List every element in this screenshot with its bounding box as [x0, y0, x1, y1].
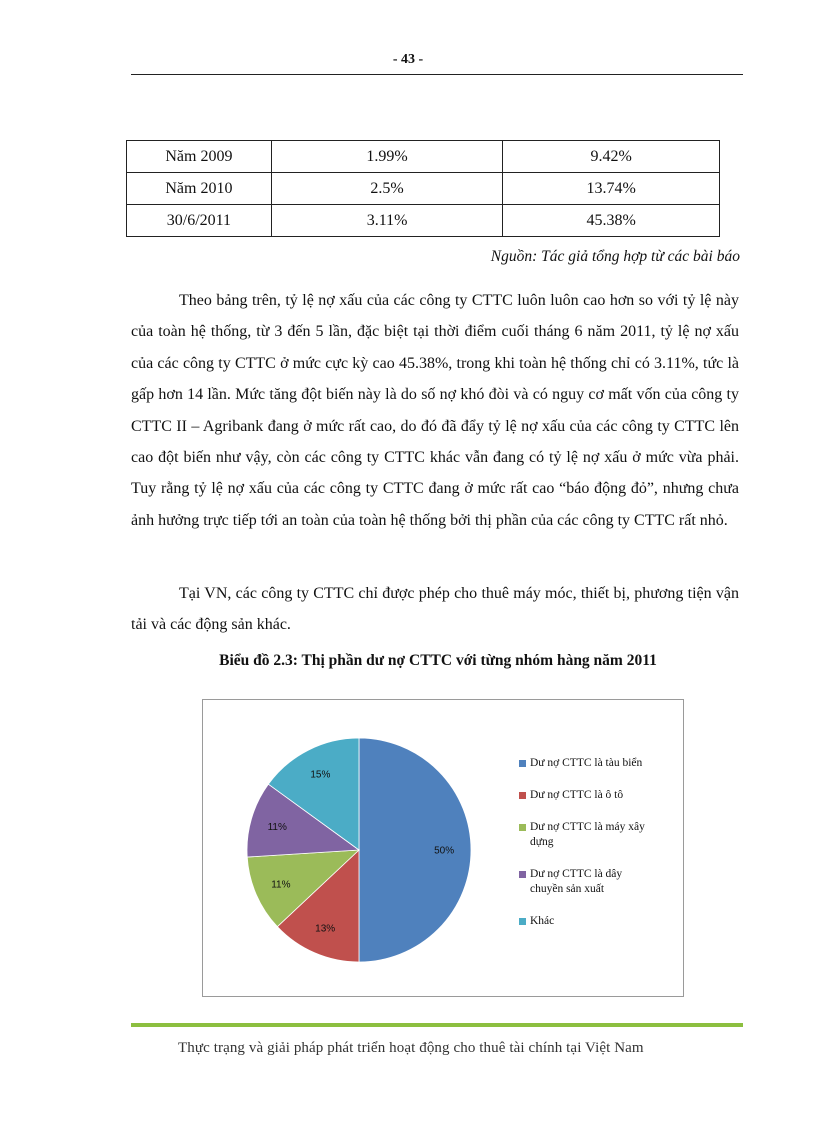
legend-swatch: [519, 918, 526, 925]
table-cell-cttc-rate: 45.38%: [503, 205, 720, 237]
pie-data-label: 13%: [315, 923, 336, 935]
body-paragraph: Theo bảng trên, tỷ lệ nợ xấu của các công ty CTTC luôn luôn cao hơn so với tỷ lệ này của toàn hệ thống, từ 3 đến 5 lần, đặc biệt tại thời điểm cuối tháng 6 năm 2011, tỷ lệ nợ xấu của các công ty CTTC ở mức cực kỳ cao 45.38%, trong khi toàn hệ thống chỉ có 3.11%, tức là gấp hơn 14 lần. Mức tăng đột biến này là do số nợ khó đòi và có nguy cơ mất vốn của công ty CTTC II – Agribank đang ở mức rất cao, do đó đã đẩy tỷ lệ nợ xấu của các công ty CTTC lên cao đột biến như vậy, còn các công ty CTTC khác vẫn đang có tỷ lệ nợ xấu ở mức vừa phải. Tuy rằng tỷ lệ nợ xấu của các công ty CTTC đang ở mức rất cao “báo động đỏ”, nhưng chưa ảnh hưởng trực tiếp tới an toàn của toàn hệ thống bởi thị phần của các công ty CTTC rất nhỏ.: [131, 292, 739, 529]
chart-legend: [519, 756, 679, 946]
body-paragraph: Tại VN, các công ty CTTC chỉ được phép cho thuê máy móc, thiết bị, phương tiện vận tải và các động sản khác.: [131, 585, 739, 634]
legend-label: [530, 914, 554, 929]
legend-label: [530, 820, 645, 850]
legend-label-line: Dư nợ CTTC là tàu biển: [530, 757, 643, 769]
footer-text: Thực trạng và giải pháp phát triển hoạt động cho thuê tài chính tại Việt Nam: [178, 1040, 644, 1056]
pie-chart: [202, 699, 684, 997]
pie-data-label: 50%: [434, 845, 455, 857]
page-number: - 43 -: [392, 52, 424, 67]
table-source: Nguồn: Tác giả tổng hợp từ các bài báo: [490, 248, 740, 265]
legend-item: [519, 788, 679, 803]
legend-label-line: Dư nợ CTTC là ô tô: [530, 789, 624, 801]
legend-label-line: dựng: [530, 836, 554, 848]
pie-slice: [359, 738, 471, 962]
pie-data-label: 11%: [271, 879, 291, 891]
legend-label-line: chuyền sản xuất: [530, 883, 605, 895]
pie-data-label: 11%: [267, 821, 287, 833]
legend-swatch: [519, 871, 526, 878]
legend-label: [530, 788, 623, 803]
legend-item: [519, 914, 679, 929]
table-row: [127, 173, 720, 205]
table-cell-cttc-rate: 13.74%: [503, 173, 720, 205]
chart-caption: Biểu đồ 2.3: Thị phần dư nợ CTTC với từng nhóm hàng năm 2011: [219, 652, 657, 669]
bad-debt-table: [126, 140, 720, 237]
table-cell-cttc-rate: 9.42%: [503, 141, 720, 173]
legend-item: [519, 867, 679, 897]
footer-rule: [131, 1023, 743, 1027]
table-row: [127, 205, 720, 237]
table-cell-system-rate: 3.11%: [271, 205, 503, 237]
table-cell-year: Năm 2010: [127, 173, 272, 205]
pie-chart-plot: [203, 700, 523, 996]
table-cell-system-rate: 1.99%: [271, 141, 503, 173]
table-cell-year: Năm 2009: [127, 141, 272, 173]
pie-data-label: 15%: [310, 769, 331, 781]
legend-label-line: Khác: [530, 915, 555, 927]
table-cell-system-rate: 2.5%: [271, 173, 503, 205]
legend-label: [530, 756, 642, 771]
legend-label: [530, 867, 622, 897]
legend-item: [519, 756, 679, 771]
legend-swatch: [519, 792, 526, 799]
legend-swatch: [519, 760, 526, 767]
legend-label-line: Dư nợ CTTC là dây: [530, 868, 623, 880]
table-cell-year: 30/6/2011: [127, 205, 272, 237]
table-row: [127, 141, 720, 173]
legend-swatch: [519, 824, 526, 831]
legend-item: [519, 820, 679, 850]
legend-label-line: Dư nợ CTTC là máy xây: [530, 821, 645, 833]
header-rule: [131, 74, 743, 75]
